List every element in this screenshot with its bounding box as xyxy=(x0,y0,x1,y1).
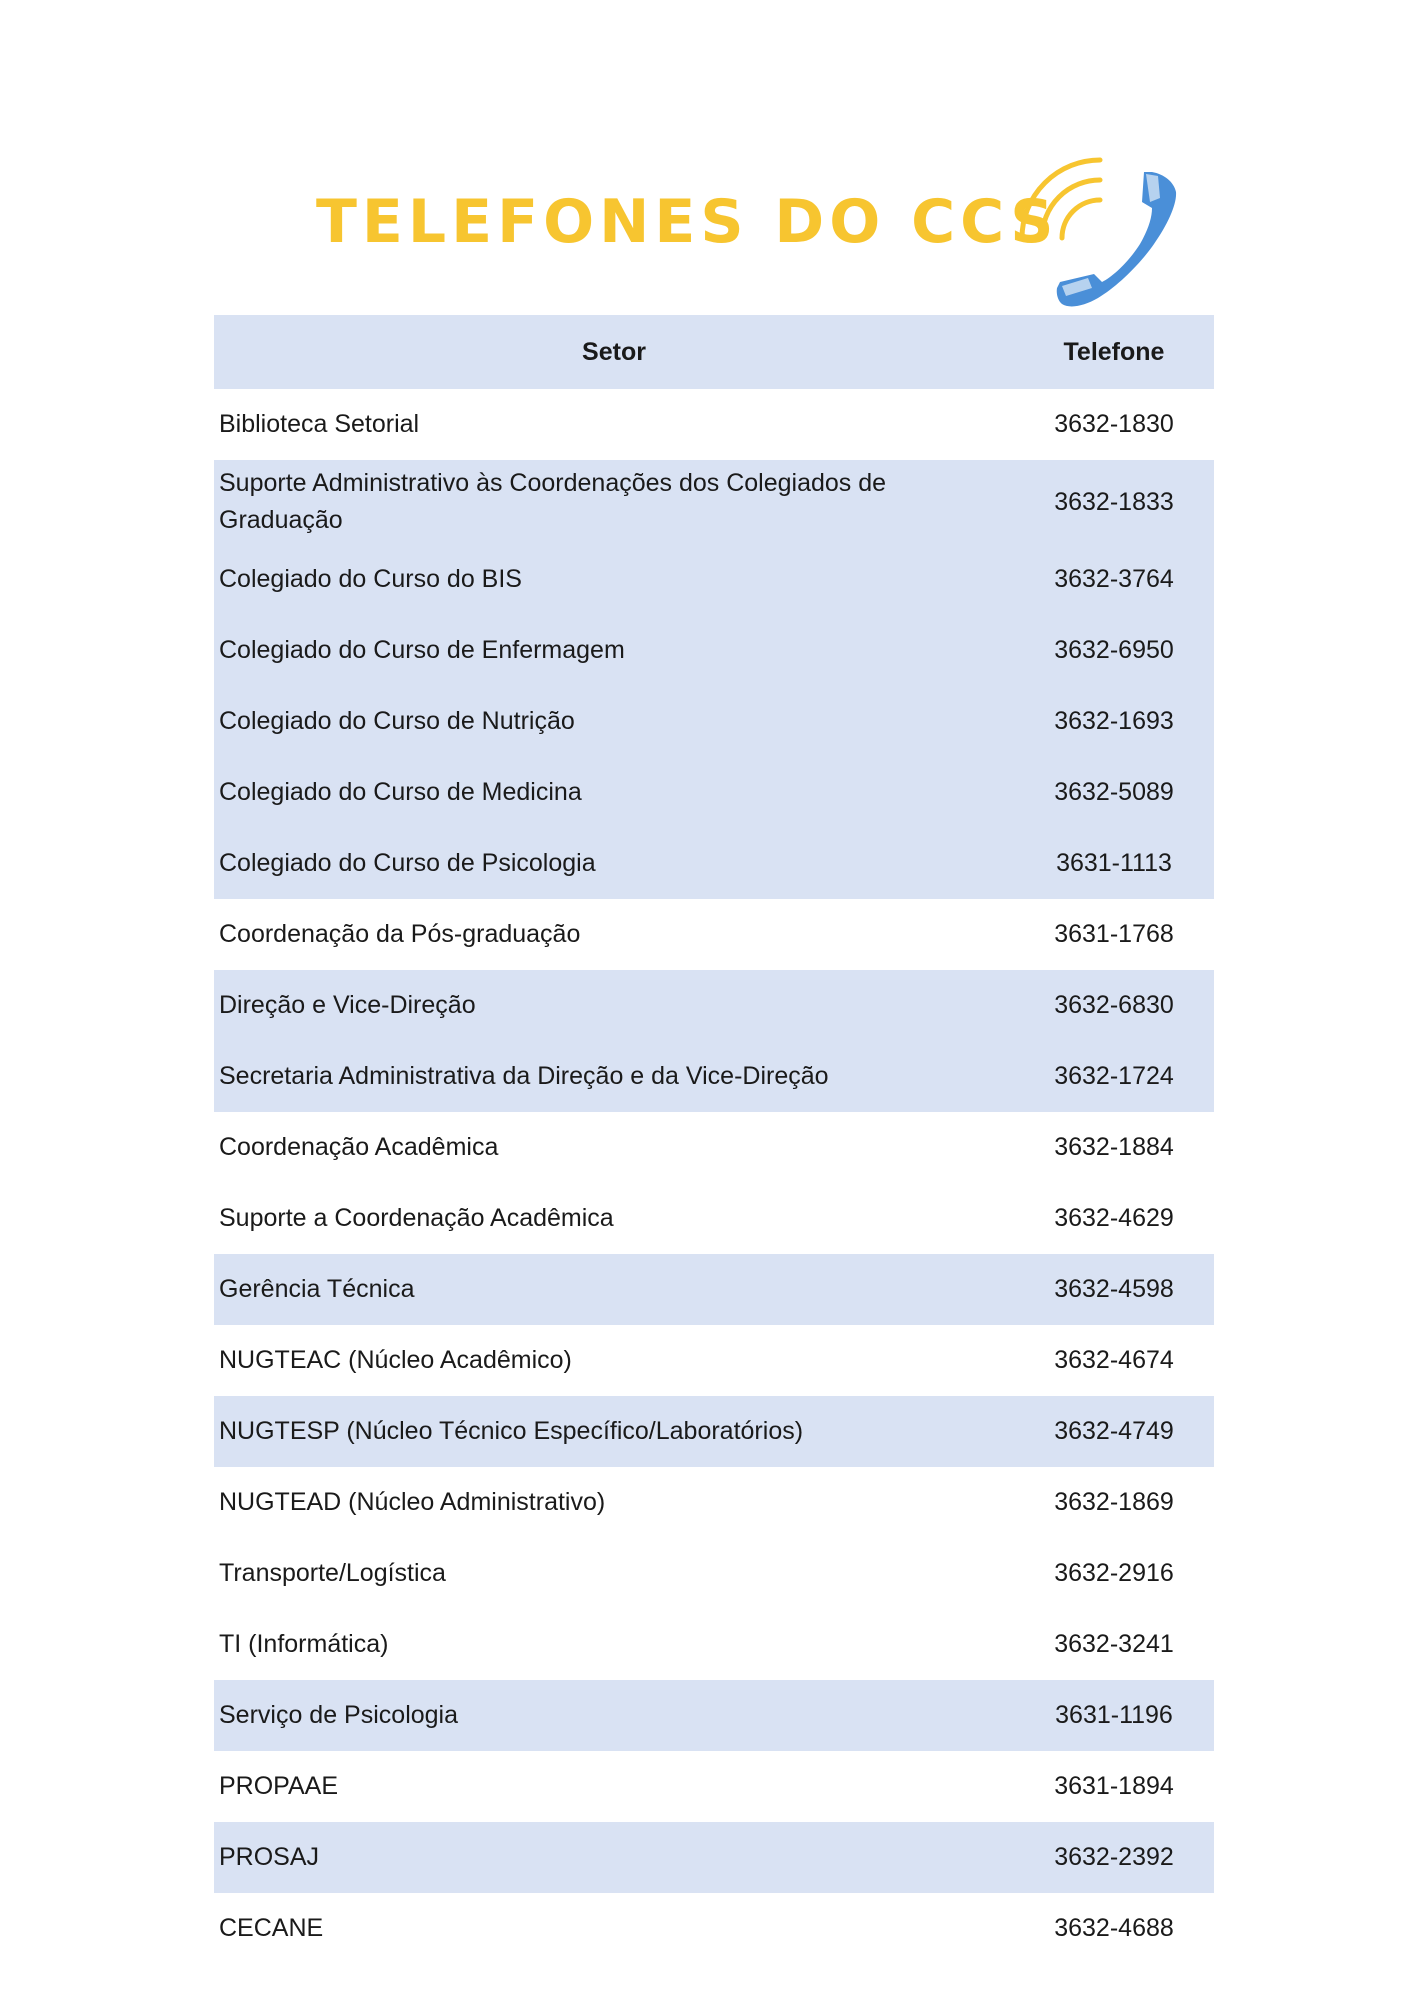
setor-cell: TI (Informática) xyxy=(219,1630,389,1658)
table-row xyxy=(214,1751,1214,1822)
telefone-cell: 3631-1113 xyxy=(1014,828,1214,899)
setor-cell: PROSAJ xyxy=(214,1822,1014,1893)
setor-cell: Suporte Administrativo às Coordenações dos Colegiados de Graduação xyxy=(214,460,1014,544)
telefone-cell: 3632-4629 xyxy=(1054,1204,1174,1232)
telefone-cell: 3631-1768 xyxy=(1054,920,1174,948)
phone-table xyxy=(214,315,1214,1964)
table-row xyxy=(214,686,1214,757)
setor-cell: Colegiado do Curso de Nutrição xyxy=(214,686,1014,757)
telefone-cell: 3632-1724 xyxy=(1014,1041,1214,1112)
table-header-row xyxy=(214,315,1214,389)
telefone-cell: 3632-5089 xyxy=(1014,757,1214,828)
setor-cell: Colegiado do Curso de Enfermagem xyxy=(214,615,1014,686)
telefone-cell: 3631-1196 xyxy=(1014,1680,1214,1751)
setor-cell: Colegiado do Curso de Psicologia xyxy=(214,828,1014,899)
telefone-cell: 3632-4749 xyxy=(1014,1396,1214,1467)
table-row xyxy=(214,970,1214,1041)
setor-cell: Gerência Técnica xyxy=(214,1254,1014,1325)
phone-ringing-icon xyxy=(1012,150,1192,314)
table-row xyxy=(214,1254,1214,1325)
table-row xyxy=(214,1183,1214,1254)
table-row xyxy=(214,1538,1214,1609)
table-row xyxy=(214,828,1214,899)
table-row xyxy=(214,389,1214,460)
table-row xyxy=(214,1396,1214,1467)
table-row xyxy=(214,757,1214,828)
telefone-cell: 3632-6950 xyxy=(1014,615,1214,686)
telefone-cell: 3632-1884 xyxy=(1054,1133,1174,1161)
setor-cell: Colegiado do Curso de Medicina xyxy=(214,757,1014,828)
header-setor: Setor xyxy=(214,315,1014,389)
setor-cell: CECANE xyxy=(219,1914,324,1942)
setor-cell: Transporte/Logística xyxy=(219,1559,446,1587)
telefone-cell: 3631-1894 xyxy=(1054,1772,1174,1800)
telefone-cell: 3632-1693 xyxy=(1014,686,1214,757)
setor-cell: Suporte a Coordenação Acadêmica xyxy=(219,1204,614,1232)
table-row xyxy=(214,1041,1214,1112)
telefone-cell: 3632-3241 xyxy=(1054,1630,1174,1658)
table-row xyxy=(214,1680,1214,1751)
telefone-cell: 3632-1833 xyxy=(1014,460,1214,544)
table-row xyxy=(214,1325,1214,1396)
table-row xyxy=(214,899,1214,970)
setor-cell: PROPAAE xyxy=(219,1772,339,1800)
page-title: TELEFONES DO CCS xyxy=(316,187,1059,257)
telefone-cell: 3632-4688 xyxy=(1054,1914,1174,1942)
setor-cell: NUGTEAC (Núcleo Acadêmico) xyxy=(219,1346,572,1374)
setor-cell: Coordenação da Pós-graduação xyxy=(219,920,581,948)
table-row xyxy=(214,460,1214,544)
telefone-cell: 3632-6830 xyxy=(1014,970,1214,1041)
telefone-cell: 3632-1830 xyxy=(1054,410,1174,438)
setor-cell: Colegiado do Curso do BIS xyxy=(214,544,1014,615)
setor-cell: NUGTEAD (Núcleo Administrativo) xyxy=(219,1488,606,1516)
table-row xyxy=(214,1609,1214,1680)
table-row xyxy=(214,1112,1214,1183)
header-telefone: Telefone xyxy=(1014,315,1214,389)
telefone-cell: 3632-3764 xyxy=(1014,544,1214,615)
setor-cell: Serviço de Psicologia xyxy=(214,1680,1014,1751)
telefone-cell: 3632-4674 xyxy=(1054,1346,1174,1374)
telefone-cell: 3632-2916 xyxy=(1054,1559,1174,1587)
telefone-cell: 3632-4598 xyxy=(1014,1254,1214,1325)
setor-cell: Coordenação Acadêmica xyxy=(219,1133,499,1161)
table-row xyxy=(214,1467,1214,1538)
setor-cell: Direção e Vice-Direção xyxy=(214,970,1014,1041)
setor-cell: Biblioteca Setorial xyxy=(219,410,420,438)
setor-cell: Secretaria Administrativa da Direção e da Vice-Direção xyxy=(214,1041,1014,1112)
table-row xyxy=(214,615,1214,686)
table-row xyxy=(214,1822,1214,1893)
telefone-cell: 3632-1869 xyxy=(1054,1488,1174,1516)
setor-cell: NUGTESP (Núcleo Técnico Específico/Laboratórios) xyxy=(214,1396,1014,1467)
table-row xyxy=(214,1893,1214,1964)
telefone-cell: 3632-2392 xyxy=(1014,1822,1214,1893)
table-row xyxy=(214,544,1214,615)
